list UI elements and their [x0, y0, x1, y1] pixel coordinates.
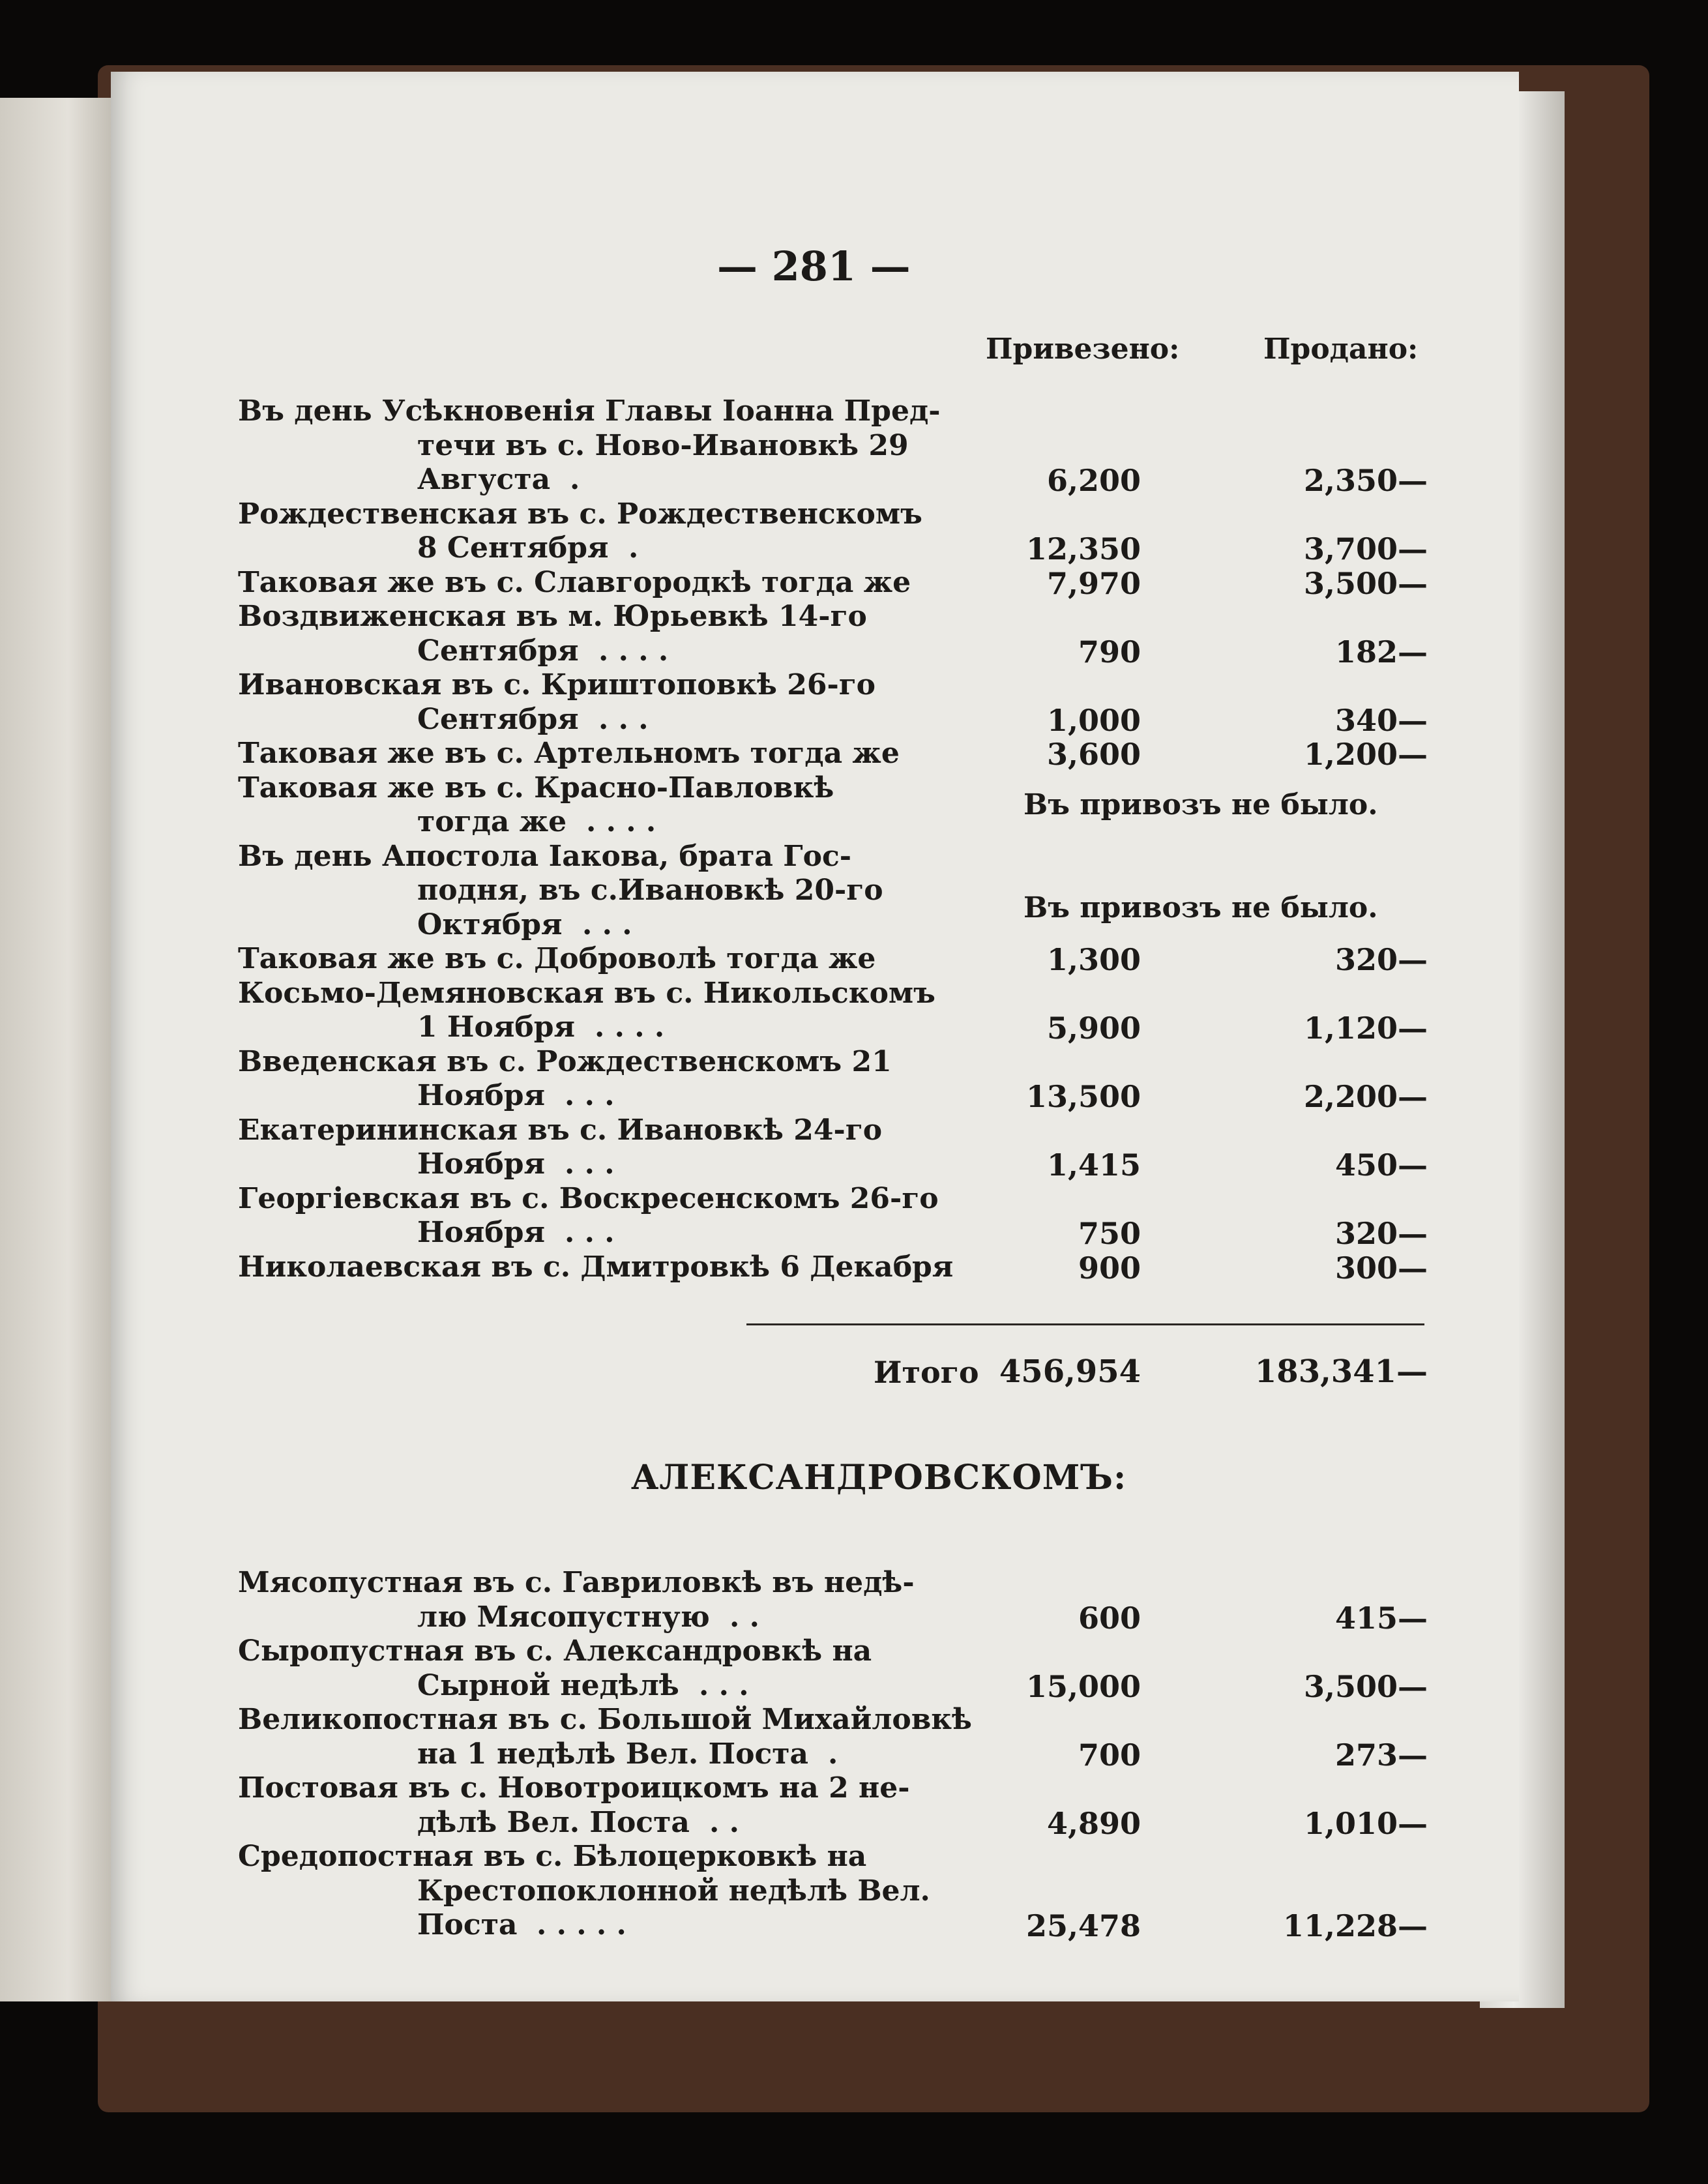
- leader-dots: . .: [709, 1805, 739, 1839]
- leader-dots: . . .: [565, 1079, 615, 1112]
- table-row-line: [0, 1250, 1708, 1286]
- entry-label: Въ день Апостола Іакова, брата Гос-: [238, 839, 852, 873]
- table-row-line: [0, 394, 1708, 430]
- table-row-line: [0, 1079, 1708, 1114]
- table-row-line: [0, 497, 1708, 533]
- total-label: Итого: [874, 1355, 979, 1390]
- entry-label: Октября: [417, 908, 563, 941]
- leader-dots: . . . .: [595, 1011, 665, 1044]
- entry-label: Средопостная въ с. Бѣлоцерковкѣ на: [238, 1840, 867, 1873]
- entry-label: Ноября: [417, 1079, 546, 1112]
- entry-label: 1 Ноября: [417, 1011, 575, 1044]
- brought-value: 900: [1078, 1250, 1141, 1286]
- total-sold: 183,341—: [1254, 1353, 1428, 1390]
- entry-label: Сырной недѣлѣ: [417, 1668, 679, 1702]
- brought-value: 700: [1078, 1737, 1141, 1773]
- sold-value: 3,500—: [1303, 1668, 1428, 1704]
- leader-dots: . . . .: [598, 634, 669, 668]
- brought-value: 25,478: [1025, 1908, 1141, 1943]
- leader-dots: . . .: [565, 1216, 615, 1249]
- entry-label: Великопостная въ с. Большой Михайловкѣ: [238, 1703, 972, 1736]
- table-row-line: [0, 771, 1708, 806]
- brought-value: 3,600: [1046, 737, 1141, 772]
- brought-value: 6,200: [1046, 463, 1141, 498]
- entry-label: 8 Сентября: [417, 531, 609, 565]
- entry-label: Воздвиженская въ м. Юрьевкѣ 14-го: [238, 600, 867, 633]
- sold-value: 2,350—: [1303, 463, 1428, 498]
- table-row-line: [0, 1840, 1708, 1875]
- sold-value: 450—: [1334, 1147, 1428, 1183]
- brought-value: 12,350: [1025, 531, 1141, 567]
- leader-dots: .: [828, 1737, 838, 1771]
- table-row-line: [0, 1874, 1708, 1910]
- column-header-sold: Продано:: [1263, 332, 1419, 366]
- section-title: АЛЕКСАНДРОВСКОМЪ:: [631, 1458, 1127, 1498]
- brought-value: 15,000: [1025, 1668, 1141, 1704]
- leader-dots: . .: [729, 1600, 759, 1634]
- table-row-line: [0, 1011, 1708, 1046]
- table-row-line: [0, 463, 1708, 498]
- entry-label: Введенская въ с. Рождественскомъ 21: [238, 1044, 892, 1078]
- table-row-line: [0, 1216, 1708, 1251]
- leader-dots: .: [570, 463, 580, 496]
- entry-label: Георгіевская въ с. Воскресенскомъ 26-го: [238, 1181, 939, 1215]
- leader-dots: . . .: [699, 1668, 749, 1702]
- table-row-line: [0, 1147, 1708, 1183]
- table-row-line: [0, 1908, 1708, 1943]
- entry-label: Сентября: [417, 634, 579, 668]
- brought-value: 1,000: [1046, 702, 1141, 738]
- entry-label: Ивановская въ с. Криштоповкѣ 26-го: [238, 668, 876, 701]
- entry-label: Ноября: [417, 1147, 546, 1181]
- table-row-line: [0, 891, 1708, 943]
- total-rule: [746, 1323, 1424, 1325]
- entry-label: лю Мясопустную: [417, 1600, 710, 1634]
- sold-value: 3,700—: [1303, 531, 1428, 567]
- table-row-line: [0, 668, 1708, 703]
- entry-label: Сыропустная въ с. Александровкѣ на: [238, 1634, 872, 1668]
- sold-value: 182—: [1334, 634, 1428, 670]
- table-row-line: [0, 1045, 1708, 1080]
- entry-label: Крестопоклонной недѣлѣ Вел.: [417, 1874, 930, 1908]
- table-row-line: [0, 1806, 1708, 1841]
- entry-label: дѣлѣ Вел. Поста: [417, 1805, 690, 1839]
- sold-value: 273—: [1334, 1737, 1428, 1773]
- table-row-line: [0, 1703, 1708, 1738]
- table-row-line: [0, 874, 1708, 909]
- entry-label: Таковая же въ с. Славгородкѣ тогда же: [238, 565, 911, 599]
- table-row-line: [0, 531, 1708, 567]
- table-row-line: [0, 1737, 1708, 1773]
- page-number: — 281 —: [717, 243, 911, 290]
- sold-value: 2,200—: [1303, 1079, 1428, 1114]
- entry-label: Николаевская въ с. Дмитровкѣ 6 Декабря: [238, 1250, 954, 1284]
- leader-dots: .: [628, 531, 639, 565]
- entry-label: подня, въ с.Ивановкѣ 20-го: [417, 874, 883, 907]
- table-row-line: [0, 942, 1708, 977]
- brought-value: 1,415: [1046, 1147, 1141, 1183]
- entry-label: Въ день Усѣкновенія Главы Іоанна Пред-: [238, 394, 941, 428]
- entry-label: Ноября: [417, 1216, 546, 1249]
- entry-label: Косьмо-Демяновская въ с. Никольскомъ: [238, 976, 935, 1010]
- entry-label: Мясопустная въ с. Гавриловкѣ въ недѣ-: [238, 1566, 915, 1599]
- entry-label: Поста: [417, 1908, 518, 1941]
- table-row-line: [0, 634, 1708, 670]
- entry-label: Таковая же въ с. Красно-Павловкѣ: [238, 771, 834, 804]
- sold-value: 1,200—: [1303, 737, 1428, 772]
- brought-value: 13,500: [1025, 1079, 1141, 1114]
- table-row-line: [0, 566, 1708, 601]
- entry-label: Сентября: [417, 702, 579, 736]
- table-row-line: [0, 788, 1708, 840]
- sold-value: 3,500—: [1303, 565, 1428, 601]
- sold-value: 1,010—: [1303, 1805, 1428, 1841]
- table-row-line: [0, 840, 1708, 875]
- entry-label: тогда же: [417, 805, 567, 838]
- table-row-line: [0, 1669, 1708, 1704]
- entry-label: на 1 недѣлѣ Вел. Поста: [417, 1737, 809, 1771]
- entry-label: Рождественская въ с. Рождественскомъ: [238, 497, 922, 531]
- brought-value: 600: [1078, 1600, 1141, 1636]
- table-row-line: [0, 429, 1708, 464]
- table-row-line: [0, 737, 1708, 772]
- brought-value: 7,970: [1046, 565, 1141, 601]
- leader-dots: . . .: [598, 702, 649, 736]
- table-row-line: [0, 977, 1708, 1012]
- table-row-line: [0, 1566, 1708, 1601]
- sold-value: 300—: [1334, 1250, 1428, 1286]
- leader-dots: . . .: [565, 1147, 615, 1181]
- entry-label: Таковая же въ с. Доброволѣ тогда же: [238, 942, 876, 975]
- brought-value: 1,300: [1046, 942, 1141, 977]
- table-row-line: [0, 1601, 1708, 1636]
- sold-value: 11,228—: [1282, 1908, 1428, 1943]
- brought-value: 4,890: [1046, 1805, 1141, 1841]
- brought-value: 790: [1078, 634, 1141, 670]
- sold-value: 320—: [1334, 1216, 1428, 1251]
- no-supply-note: Въ привозъ не было.: [1023, 788, 1378, 821]
- sold-value: 1,120—: [1303, 1011, 1428, 1046]
- total-brought: 456,954: [999, 1353, 1141, 1390]
- column-header-brought: Привезено:: [986, 332, 1180, 366]
- sold-value: 320—: [1334, 942, 1428, 977]
- table-row-line: [0, 1114, 1708, 1149]
- leader-dots: . . . . .: [537, 1908, 626, 1941]
- table-row-line: [0, 1182, 1708, 1217]
- table-row-line: [0, 600, 1708, 635]
- sold-value: 340—: [1334, 702, 1428, 738]
- entry-label: Таковая же въ с. Артельномъ тогда же: [238, 737, 900, 770]
- table-row-line: [0, 1634, 1708, 1670]
- entry-label: течи въ с. Ново-Ивановкѣ 29: [417, 428, 909, 462]
- brought-value: 750: [1078, 1216, 1141, 1251]
- entry-label: Екатерининская въ с. Ивановкѣ 24-го: [238, 1113, 883, 1147]
- no-supply-note: Въ привозъ не было.: [1023, 891, 1378, 924]
- leader-dots: . . .: [582, 908, 632, 941]
- table-row-line: [0, 703, 1708, 738]
- sold-value: 415—: [1334, 1600, 1428, 1636]
- table-row-line: [0, 1771, 1708, 1807]
- brought-value: 5,900: [1046, 1011, 1141, 1046]
- leader-dots: . . . .: [586, 805, 656, 838]
- entry-label: Августа: [417, 463, 551, 496]
- entry-label: Постовая въ с. Новотроицкомъ на 2 не-: [238, 1771, 910, 1805]
